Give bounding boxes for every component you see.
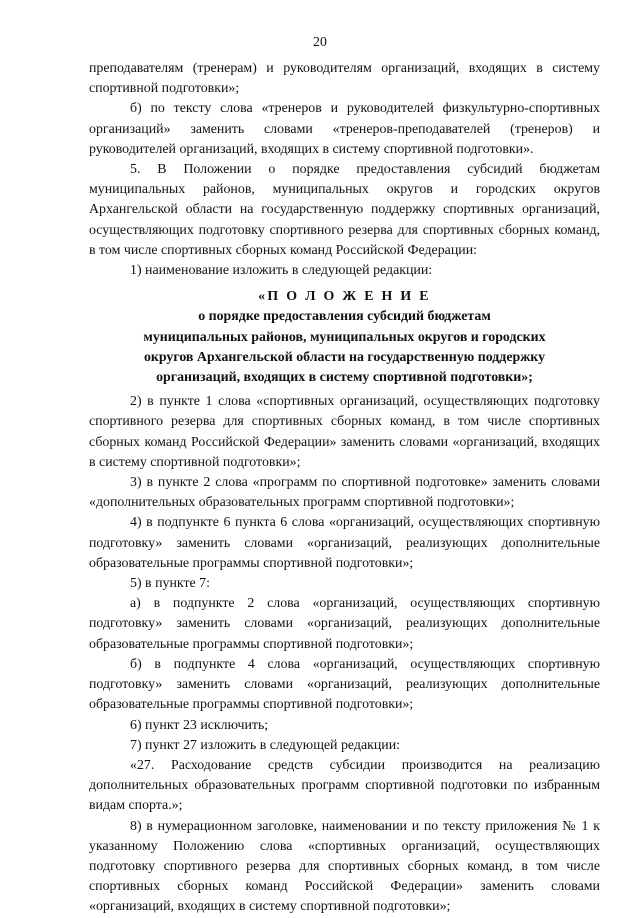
paragraph: 8) в нумерационном заголовке, наименовании и по тексту приложения № 1 к указанному Положению слова «спортивных организаций, осуществляющих подготовку спортивного резерва для спортивных сборных команд, в том числе спортивных сборных команд Российской Федерации» заменить словами «организаций, входящих в систему спортивной подготовки»; — [89, 818, 600, 915]
page-number: 20 — [313, 35, 327, 50]
title-line: организаций, входящих в систему спортивной подготовки»; — [156, 370, 533, 386]
paragraph: 2) в пункте 1 слова «спортивных организаций, осуществляющих подготовку спортивного резерва для спортивных сборных команд, в том числе спортивных сборных команд Российской Федерации» заменить словами «организаций, входящих в систему спортивной подготовки»; — [89, 394, 600, 470]
paragraph: 6) пункт 23 исключить; — [130, 717, 269, 733]
document-body — [89, 59, 600, 918]
title-line: муниципальных районов, муниципальных округов и городских — [143, 329, 546, 345]
paragraph: 3) в пункте 2 слова «программ по спортивной подготовке» заменить словами «дополнительных образовательных программ спортивной подготовки»; — [89, 475, 600, 511]
title-line: округов Архангельской области на государственную поддержку — [143, 349, 546, 365]
paragraph: 7) пункт 27 изложить в следующей редакции: — [130, 737, 401, 753]
paragraph: 5. В Положении о порядке предоставления субсидий бюджетам муниципальных районов, муниципальных округов и городских округов Архангельской области на государственную поддержку спортивных организаций, осуществляющих подготовку спортивного резерва для спортивных сборных команд, в том числе спортивных сборных команд Российской Федерации: — [89, 162, 600, 258]
title-line: о порядке предоставления субсидий бюджетам — [198, 309, 491, 325]
paragraph: б) в подпункте 4 слова «организаций, осуществляющих спортивную подготовку» заменить словами «организаций, реализующих дополнительные образовательные программы спортивной подготовки»; — [89, 656, 600, 713]
paragraph: 1) наименование изложить в следующей редакции: — [130, 263, 433, 279]
paragraph: б) по тексту слова «тренеров и руководителей физкультурно-спортивных организаций» заменить словами «тренеров-преподавателей (тренеров) и руководителей организаций, входящих в систему спортивной подготовки». — [89, 101, 600, 157]
title-heading: «П О Л О Ж Е Н И Е — [258, 289, 431, 305]
regulation-title — [89, 287, 600, 388]
paragraph: преподавателям (тренерам) и руководителям организаций, входящих в систему спортивной подготовки»; — [89, 61, 600, 97]
paragraph: «27. Расходование средств субсидии производится на реализацию дополнительных образовательных программ спортивной подготовки по избранным видам спорта.»; — [89, 757, 600, 814]
paragraph: а) в подпункте 2 слова «организаций, осуществляющих спортивную подготовку» заменить словами «организаций, реализующих дополнительные образовательные программы спортивной подготовки»; — [89, 596, 600, 652]
paragraph: 5) в пункте 7: — [130, 576, 210, 592]
paragraph: 4) в подпункте 6 пункта 6 слова «организаций, осуществляющих спортивную подготовку» заменить словами «организаций, реализующих дополнительные образовательные программы спортивной подготовки»; — [89, 515, 600, 571]
